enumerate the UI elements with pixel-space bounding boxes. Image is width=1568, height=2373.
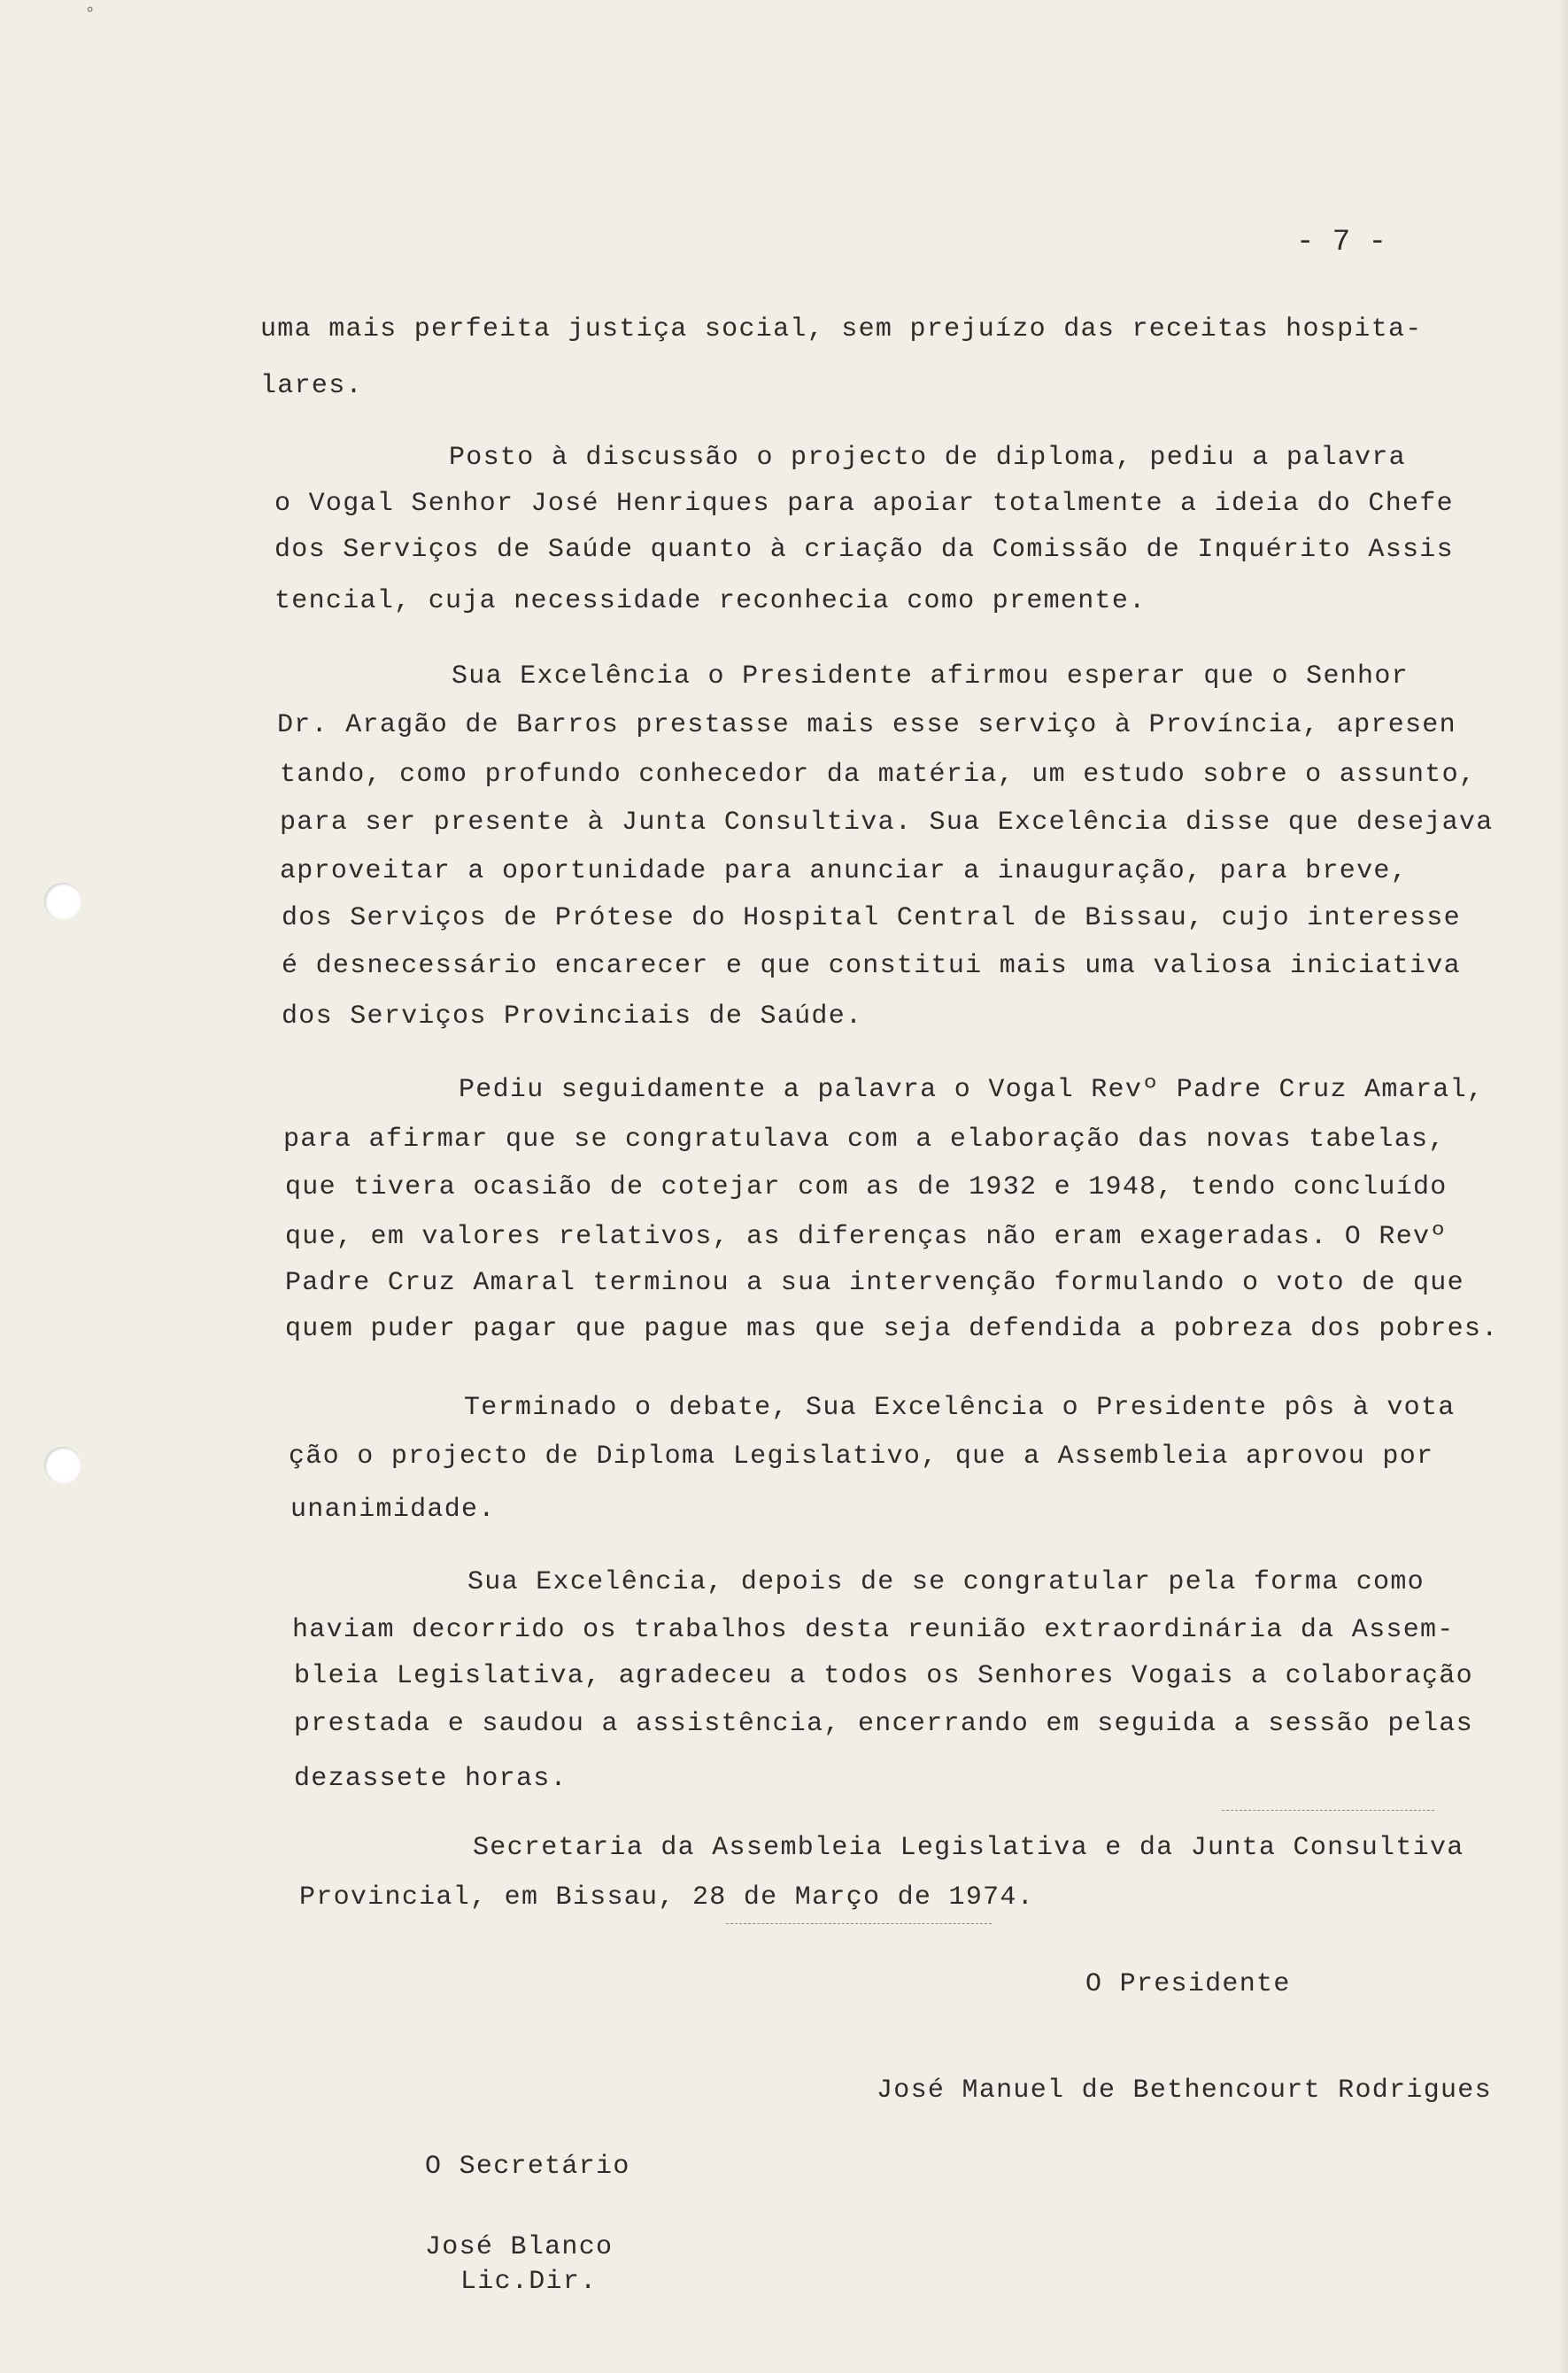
- text-line-1: uma mais perfeita justiça social, sem prejuízo das receitas hospita-: [260, 314, 1423, 344]
- text-line-8: Dr. Aragão de Barros prestasse mais esse serviço à Província, apresen: [277, 710, 1456, 740]
- text-line-24: Sua Excelência, depois de se congratular pela forma como: [467, 1567, 1425, 1597]
- president-title: O Presidente: [1085, 1969, 1291, 1999]
- secretary-name: José Blanco: [425, 2232, 614, 2262]
- corner-mark: ˚: [84, 7, 97, 29]
- punch-hole-bottom: [44, 1447, 81, 1484]
- text-line-29: Secretaria da Assembleia Legislativa e da Junta Consultiva: [473, 1833, 1464, 1863]
- text-line-30: Provincial, em Bissau, 28 de Março de 1974.: [299, 1882, 1035, 1913]
- text-line-12: dos Serviços de Prótese do Hospital Central de Bissau, cujo interesse: [282, 903, 1461, 933]
- president-name: José Manuel de Bethencourt Rodrigues: [877, 2075, 1492, 2106]
- text-line-17: que tivera ocasião de cotejar com as de 1932 e 1948, tendo concluído: [285, 1172, 1448, 1202]
- text-line-25: haviam decorrido os trabalhos desta reunião extraordinária da Assem-: [292, 1615, 1455, 1645]
- secretary-role: Lic.Dir.: [460, 2267, 598, 2297]
- text-line-15: Pediu seguidamente a palavra o Vogal Revº Padre Cruz Amaral,: [459, 1075, 1485, 1105]
- text-line-4: o Vogal Senhor José Henriques para apoiar totalmente a ideia do Chefe: [274, 489, 1454, 519]
- text-line-7: Sua Excelência o Presidente afirmou esperar que o Senhor: [452, 661, 1409, 692]
- secretary-title: O Secretário: [425, 2152, 630, 2182]
- stamp-line-2: [726, 1923, 992, 1924]
- text-line-13: é desnecessário encarecer e que constitui mais uma valiosa iniciativa: [282, 951, 1461, 981]
- text-line-16: para afirmar que se congratulava com a elaboração das novas tabelas,: [283, 1125, 1446, 1155]
- text-line-20: quem puder pagar que pague mas que seja defendida a pobreza dos pobres.: [285, 1314, 1499, 1344]
- page-number: - 7 -: [1296, 226, 1387, 259]
- text-line-23: unanimidade.: [290, 1495, 496, 1525]
- text-line-11: aproveitar a oportunidade para anunciar a inauguração, para breve,: [280, 856, 1408, 886]
- text-line-6: tencial, cuja necessidade reconhecia como premente.: [274, 586, 1147, 616]
- text-line-5: dos Serviços de Saúde quanto à criação da Comissão de Inquérito Assis: [274, 535, 1454, 565]
- text-line-9: tando, como profundo conhecedor da matéria, um estudo sobre o assunto,: [280, 760, 1477, 790]
- text-line-19: Padre Cruz Amaral terminou a sua intervenção formulando o voto de que: [285, 1268, 1464, 1298]
- stamp-line-1: [1222, 1810, 1434, 1811]
- text-line-27: prestada e saudou a assistência, encerrando em seguida a sessão pelas: [294, 1709, 1473, 1739]
- text-line-2: lares.: [260, 371, 363, 401]
- punch-hole-top: [44, 883, 81, 920]
- text-line-3: Posto à discussão o projecto de diploma, pediu a palavra: [449, 443, 1406, 473]
- text-line-28: dezassete horas.: [294, 1764, 568, 1794]
- page-edge-shadow: [1556, 0, 1568, 2373]
- text-line-10: para ser presente à Junta Consultiva. Sua Excelência disse que desejava: [280, 808, 1494, 838]
- text-line-14: dos Serviços Provinciais de Saúde.: [282, 1001, 863, 1032]
- text-line-26: bleia Legislativa, agradeceu a todos os Senhores Vogais a colaboração: [294, 1661, 1473, 1691]
- text-line-21: Terminado o debate, Sua Excelência o Presidente pôs à vota: [464, 1393, 1456, 1423]
- text-line-22: ção o projecto de Diploma Legislativo, que a Assembleia aprovou por: [289, 1442, 1434, 1472]
- text-line-18: que, em valores relativos, as diferenças não eram exageradas. O Revº: [285, 1222, 1448, 1252]
